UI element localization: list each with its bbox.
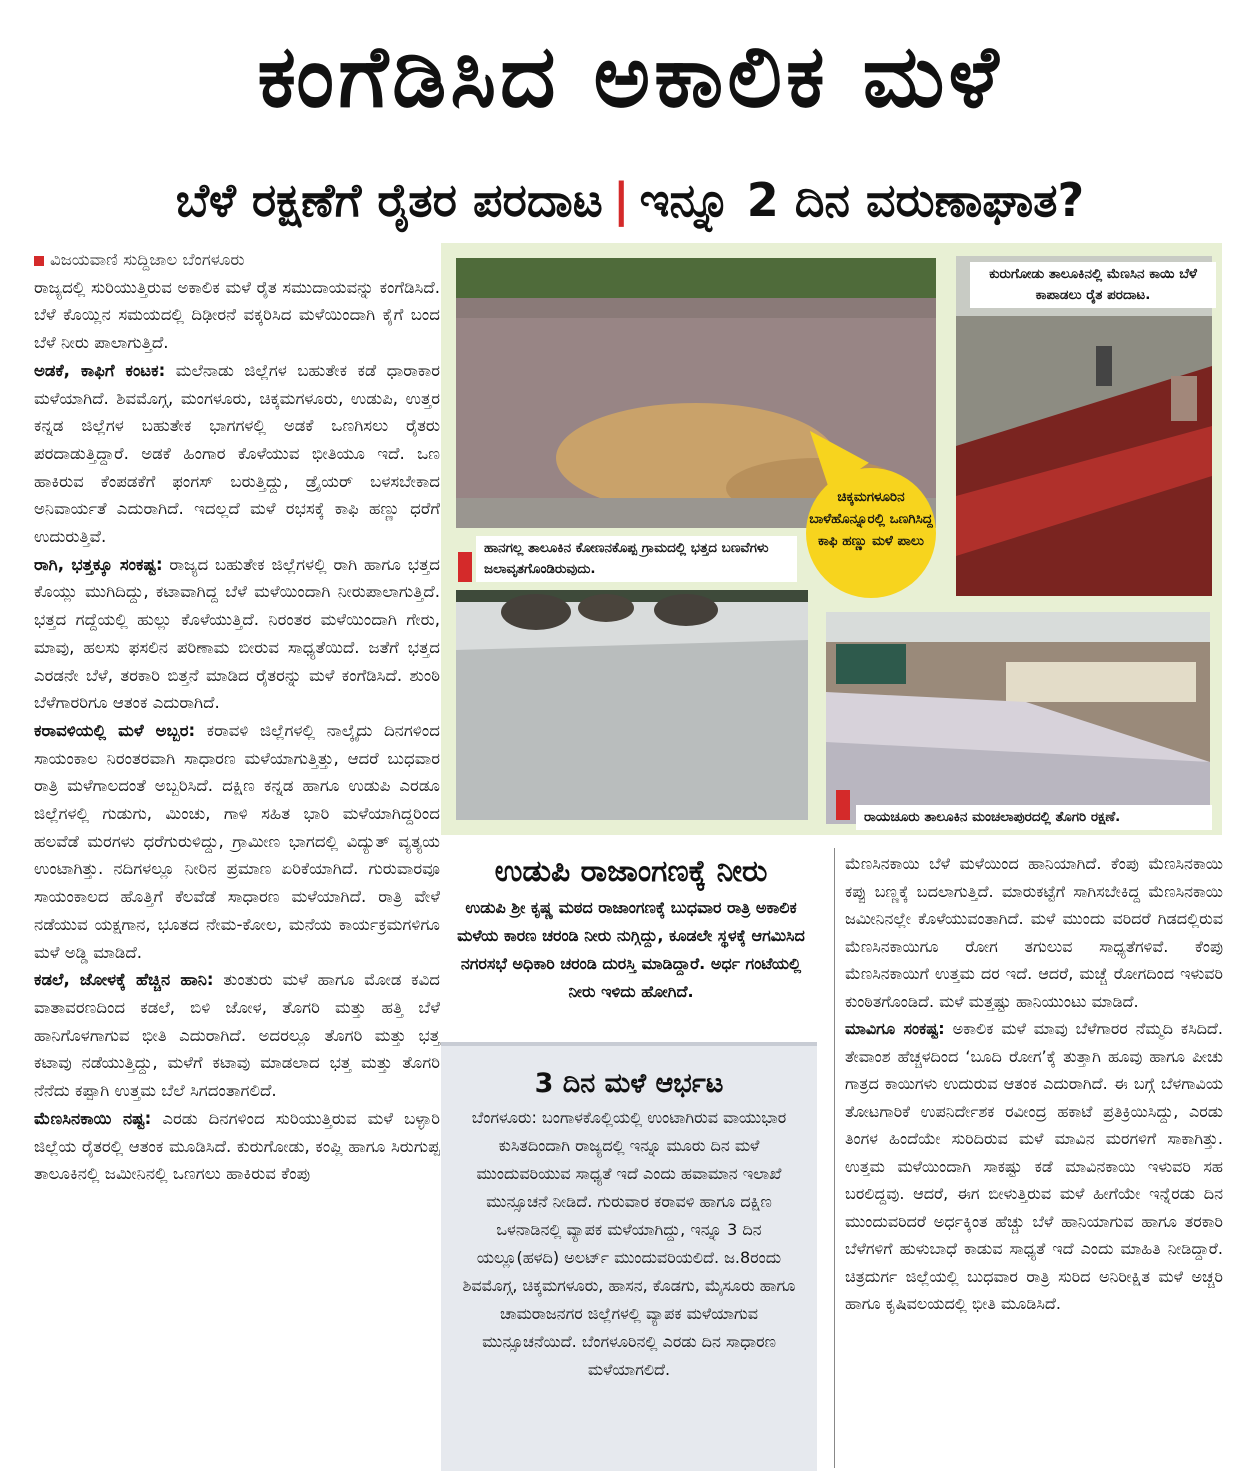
continuation-paragraph: ಮೆಣಸಿನಕಾಯಿ ಬೆಳೆ ಮಳೆಯಿಂದ ಹಾನಿಯಾಗಿದೆ. ಕೆಂಪು ಮೆಣಸಿನಕಾಯಿ ಕಪ್ಪು ಬಣ್ಣಕ್ಕೆ ಬದಲಾಗುತ್ತಿದೆ. ಮಾರುಕಟ್ಟೆಗೆ ಸಾಗಿಸಬೇಕಿದ್ದ ಮೆಣಸಿನಕಾಯಿ ಜಮೀನಿನಲ್ಲೇ ಕೊಳೆಯುವಂತಾಗಿದೆ. ಮಳೆ ಮುಂದು ವರಿದರೆ ಗಿಡದಲ್ಲಿರುವ ಮೆಣಸಿನಕಾಯಿಗೂ ರೋಗ ತಗುಲುವ ಸಾಧ್ಯತೆಗಳಿವೆ. ಕೆಂಪು ಮೆಣಸಿನಕಾಯಿಗೆ ಉತ್ತಮ ದರ ಇದೆ. ಆದರೆ, ಮಚ್ಚೆ ರೋಗದಿಂದ ಇಳುವರಿ ಕುಂಠಿತಗೊಂಡಿದೆ. ಮಳೆ ಮತ್ತಷ್ಟು ಹಾನಿಯುಂಟು ಮಾಡಿದೆ. xyxy=(845,854,1223,1011)
photo-toor-covered xyxy=(826,612,1210,824)
section-heading: ಮೆಣಸಿನಕಾಯಿ ನಷ್ಟ: xyxy=(34,1108,152,1128)
section-text: ಕರಾವಳಿ ಜಿಲ್ಲೆಗಳಲ್ಲಿ ನಾಲ್ಕೈದು ದಿನಗಳಿಂದ ಸಾಯಂಕಾಲ ನಿರಂತರವಾಗಿ ಸಾಧಾರಣ ಮಳೆಯಾಗುತ್ತಿತ್ತು, ಆದರೆ ಬುಧವಾರ ರಾತ್ರಿ ಮಳೆಗಾಲದಂತೆ ಅಬ್ಬರಿಸಿದೆ. ದಕ್ಷಿಣ ಕನ್ನಡ ಹಾಗೂ ಉಡುಪಿ ಎರಡೂ ಜಿಲ್ಲೆಗಳಲ್ಲಿ ಗುಡುಗು, ಮಿಂಚು, ಗಾಳಿ ಸಹಿತ ಭಾರಿ ಮಳೆಯಾಗಿದ್ದರಿಂದ ಹಲವೆಡೆ ಮರಗಳು ಧರೆಗುರುಳಿದ್ದು, ಗ್ರಾಮೀಣ ಭಾಗದಲ್ಲಿ ವಿದ್ಯುತ್ ವ್ಯತ್ಯಯ ಉಂಟಾಗಿತ್ತು. ನದಿಗಳಲ್ಲೂ ನೀರಿನ ಪ್ರಮಾಣ ಏರಿಕೆಯಾಗಿದೆ. ಗುರುವಾರವೂ ಸಾಯಂಕಾಲದ ಹೊತ್ತಿಗೆ ಕೆಲವೆಡೆ ಸಾಧಾರಣ ಮಳೆಯಾಗಿದೆ. ರಾತ್ರಿ ವೇಳೆ ನಡೆಯುವ ಯಕ್ಷಗಾನ, ಭೂತದ ನೇಮ-ಕೋಲ, ಮನೆಯ ಕಾರ್ಯಕ್ರಮಗಳಿಗೂ ಮಳೆ ಅಡ್ಡಿ ಮಾಡಿದೆ. xyxy=(34,720,441,962)
rain-forecast-box xyxy=(441,1042,817,1471)
rain-box-body: ಬೆಂಗಳೂರು: ಬಂಗಾಳಕೊಲ್ಲಿಯಲ್ಲಿ ಉಂಟಾಗಿರುವ ವಾಯುಭಾರ ಕುಸಿತದಿಂದಾಗಿ ರಾಜ್ಯದಲ್ಲಿ ಇನ್ನೂ ಮೂರು ದಿನ ಮಳೆ ಮುಂದುವರಿಯುವ ಸಾಧ್ಯತೆ ಇದೆ ಎಂದು ಹವಾಮಾನ ಇಲಾಖೆ ಮುನ್ಸೂಚನೆ ನೀಡಿದೆ. ಗುರುವಾರ ಕರಾವಳಿ ಹಾಗೂ ದಕ್ಷಿಣ ಒಳನಾಡಿನಲ್ಲಿ ವ್ಯಾಪಕ ಮಳೆಯಾಗಿದ್ದು, ಇನ್ನೂ 3 ದಿನ ಯಲ್ಲೂ(ಹಳದಿ) ಅಲರ್ಟ್ ಮುಂದುವರಿಯಲಿದೆ. ಜ.8ರಂದು ಶಿವಮೊಗ್ಗ, ಚಿಕ್ಕಮಗಳೂರು, ಹಾಸನ, ಕೊಡಗು, ಮೈಸೂರು ಹಾಗೂ ಚಾಮರಾಜನಗರ ಜಿಲ್ಲೆಗಳಲ್ಲಿ ವ್ಯಾಪಕ ಮಳೆಯಾಗುವ ಮುನ್ಸೂಚನೆಯಿದೆ. ಬೆಂಗಳೂರಿನಲ್ಲಿ ಎರಡು ದಿನ ಸಾಧಾರಣ ಮಳೆಯಾಗಲಿದೆ. xyxy=(462,1108,796,1379)
byline-text: ವಿಜಯವಾಣಿ ಸುದ್ದಿಜಾಲ ಬೆಂಗಳೂರು xyxy=(50,250,245,269)
subhead-left: ಬೆಳೆ ರಕ್ಷಣೆಗೆ ರೈತರ ಪರದಾಟ xyxy=(175,173,603,227)
caption-marker xyxy=(836,790,850,820)
byline-marker xyxy=(34,256,44,266)
caption-paddy: ಹಾನಗಲ್ಲ ತಾಲೂಕಿನ ಕೋಣನಕೊಪ್ಪ ಗ್ರಾಮದಲ್ಲಿ ಭತ್ತದ ಬಣವೆಗಳು ಜಲಾವೃತಗೊಂಡಿರುವುದು. xyxy=(476,536,797,582)
section-heading: ರಾಗಿ, ಭತ್ತಕ್ಕೂ ಸಂಕಷ್ಟ: xyxy=(34,554,163,574)
udupi-body: ಉಡುಪಿ ಶ್ರೀ ಕೃಷ್ಣ ಮಠದ ರಾಜಾಂಗಣಕ್ಕೆ ಬುಧವಾರ ರಾತ್ರಿ ಅಕಾಲಿಕ ಮಳೆಯ ಕಾರಣ ಚರಂಡಿ ನೀರು ನುಗ್ಗಿದ್ದು, ಕೂಡಲೇ ಸ್ಥಳಕ್ಕೆ ಆಗಮಿಸಿದ ನಗರಸಭೆ ಅಧಿಕಾರಿ ಚರಂಡಿ ದುರಸ್ತಿ ಮಾಡಿದ್ದಾರೆ. ಅರ್ಧ ಗಂಟೆಯಲ್ಲಿ ನೀರು ಇಳಿದು ಹೋಗಿದೆ. xyxy=(457,898,805,1001)
section-paragraph xyxy=(845,1015,1223,1318)
section-heading: ಮಾವಿಗೂ ಸಂಕಷ್ಟ: xyxy=(845,1019,945,1038)
top-strip xyxy=(0,0,1238,14)
section-heading: ಕಡಲೆ, ಜೋಳಕ್ಕೆ ಹೆಚ್ಚಿನ ಹಾನಿ: xyxy=(34,970,214,990)
section-text: ತುಂತುರು ಮಳೆ ಹಾಗೂ ಮೋಡ ಕವಿದ ವಾತಾವರಣದಿಂದ ಕಡಲೆ, ಬಿಳಿ ಜೋಳ, ತೊಗರಿ ಮತ್ತು ಹತ್ತಿ ಬೆಳೆ ಹಾನಿಗೊಳಗಾಗುವ ಭೀತಿ ಎದುರಾಗಿದೆ. ಅದರಲ್ಲೂ ತೊಗರಿ ಮತ್ತು ಭತ್ತ ಕಟಾವು ನಡೆಯುತ್ತಿದ್ದು, ಮಳೆಗೆ ಕಟಾವು ಮಾಡಲಾದ ಭತ್ತ ಮತ್ತು ತೊಗರಿ ನೆನೆದು ಕಪ್ಪಾಗಿ ಉತ್ತಮ ಬೆಲೆ ಸಿಗದಂತಾಗಲಿದೆ. xyxy=(34,970,440,1101)
column-divider xyxy=(834,848,835,1468)
section-text: ಮಲೆನಾಡು ಜಿಲ್ಲೆಗಳ ಬಹುತೇಕ ಕಡೆ ಧಾರಾಕಾರ ಮಳೆಯಾಗಿದೆ. ಶಿವಮೊಗ್ಗ, ಮಂಗಳೂರು, ಚಿಕ್ಕಮಗಳೂರು, ಉಡುಪಿ, ಉತ್ತರ ಕನ್ನಡ ಜಿಲ್ಲೆಗಳ ಬಹುತೇಕ ಭಾಗಗಳಲ್ಲಿ ಅಡಕೆ ಒಣಗಿಸಲು ರೈತರು ಪರದಾಡುತ್ತಿದ್ದಾರೆ. ಅಡಕೆ ಹಿಂಗಾರ ಕೊಳೆಯುವ ಭೀತಿಯೂ ಇದೆ. ಒಣ ಹಾಕಿರುವ ಕೆಂಪಡಕೆಗೆ ಫಂಗಸ್ ಬರುತ್ತಿದ್ದು, ಡ್ರೈಯರ್ ಬಳಸಬೇಕಾದ ಅನಿವಾರ್ಯತೆ ಎದುರಾಗಿದೆ. ಇದಲ್ಲದೆ ಮಳೆ ರಭಸಕ್ಕೆ ಕಾಫಿ ಹಣ್ಣು ಧರೆಗೆ ಉದುರುತ್ತಿವೆ. xyxy=(34,360,440,547)
section-paragraph xyxy=(34,551,440,717)
section-text: ರಾಜ್ಯದ ಬಹುತೇಕ ಜಿಲ್ಲೆಗಳಲ್ಲಿ ರಾಗಿ ಹಾಗೂ ಭತ್ತದ ಕೊಯ್ಲು ಮುಗಿದಿದ್ದು, ಕಟಾವಾಗಿದ್ದ ಬೆಳೆ ಮಳೆಯಿಂದಾಗಿ ನೀರುಪಾಲಾಗುತ್ತಿದೆ. ಭತ್ತದ ಗದ್ದೆಯಲ್ಲಿ ಹುಲ್ಲು ಕೊಳೆಯುತ್ತಿದೆ. ನಿರಂತರ ಮಳೆಯಿಂದಾಗಿ ಗೇರು, ಮಾವು, ಹಲಸು ಫಸಲಿನ ಪರಿಣಾಮ ಬೀರುವ ಸಾಧ್ಯತೆಯಿದೆ. ಜತೆಗೆ ಭತ್ತದ ಎರಡನೇ ಬೆಳೆ, ತರಕಾರಿ ಬಿತ್ತನೆ ಮಾಡಿದ ರೈತರನ್ನು ಮಳೆ ಕಂಗೆಡಿಸಿದೆ. ಶುಂಠಿ ಬೆಳೆಗಾರರಿಗೂ ಆತಂಕ ಎದುರಾಗಿದೆ. xyxy=(34,554,441,713)
section-paragraph xyxy=(34,966,440,1105)
column-left xyxy=(34,246,440,1188)
section-paragraph xyxy=(34,717,440,966)
section-heading: ಅಡಕೆ, ಕಾಫಿಗೆ ಕಂಟಕ: xyxy=(34,360,166,380)
headline: ಕಂಗೆಡಿಸಿದ ಅಕಾಲಿಕ ಮಳೆ xyxy=(257,27,1003,127)
photo-paddy-stacks xyxy=(456,590,808,820)
section-text: ಎರಡು ದಿನಗಳಿಂದ ಸುರಿಯುತ್ತಿರುವ ಮಳೆ ಬಳ್ಳಾರಿ ಜಿಲ್ಲೆಯ ರೈತರಲ್ಲಿ ಆತಂಕ ಮೂಡಿಸಿದೆ. ಕುರುಗೋಡು, ಕಂಪ್ಲಿ ಹಾಗೂ ಸಿರುಗುಪ್ಪ ತಾಲೂಕಿನಲ್ಲಿ ಜಮೀನಿನಲ್ಲಿ ಒಣಗಲು ಹಾಕಿರುವ ಕೆಂಪು xyxy=(34,1108,440,1184)
section-paragraph xyxy=(34,357,440,551)
subheadline xyxy=(40,165,1220,235)
intro-paragraph: ರಾಜ್ಯದಲ್ಲಿ ಸುರಿಯುತ್ತಿರುವ ಅಕಾಲಿಕ ಮಳೆ ರೈತ ಸಮುದಾಯವನ್ನು ಕಂಗೆಡಿಸಿದೆ. ಬೆಳೆ ಕೊಯ್ಲಿನ ಸಮಯದಲ್ಲಿ ದಿಢೀರನೆ ವಕ್ಕರಿಸಿದ ಮಳೆಯಿಂದಾಗಿ ಕೈಗೆ ಬಂದ ಬೆಳೆ ನೀರು ಪಾಲಾಗುತ್ತಿದೆ. xyxy=(34,277,440,353)
udupi-title: ಉಡುಪಿ ರಾಜಾಂಗಣಕ್ಕೆ ನೀರು xyxy=(494,854,768,889)
section-text: ಅಕಾಲಿಕ ಮಳೆ ಮಾವು ಬೆಳೆಗಾರರ ನೆಮ್ಮದಿ ಕಸಿದಿದೆ. ತೇವಾಂಶ ಹೆಚ್ಚಳದಿಂದ ‘ಬೂದಿ ರೋಗ’ಕ್ಕೆ ತುತ್ತಾಗಿ ಹೂವು ಹಾಗೂ ಪೀಚು ಗಾತ್ರದ ಕಾಯಿಗಳು ಉದುರುವ ಆತಂಕ ಎದುರಾಗಿದೆ. ಈ ಬಗ್ಗೆ ಬೆಳಗಾವಿಯ ತೋಟಗಾರಿಕೆ ಉಪನಿರ್ದೇಶಕ ರವೀಂದ್ರ ಹಕಾಟೆ ಪ್ರತಿಕ್ರಿಯಿಸಿದ್ದು, ಎರಡು ತಿಂಗಳ ಹಿಂದೆಯೇ ಸುರಿದಿರುವ ಮಳೆ ಮಾವಿನ ಮರಗಳಿಗೆ ಸಾಕಾಗಿತ್ತು. ಉತ್ತಮ ಮಳೆಯಿಂದಾಗಿ ಸಾಕಷ್ಟು ಕಡೆ ಮಾವಿನಕಾಯಿ ಇಳುವರಿ ಸಹ ಬರಲಿದ್ದವು. ಆದರೆ, ಈಗ ಬೀಳುತ್ತಿರುವ ಮಳೆ ಹೀಗೆಯೇ ಇನ್ನೆರಡು ದಿನ ಮುಂದುವರಿದರೆ ಅರ್ಧಕ್ಕಿಂತ ಹೆಚ್ಚು ಬೆಳೆ ಹಾನಿಯಾಗುವ ಹಾಗೂ ತರಕಾರಿ ಬೆಳೆಗಳಿಗೆ ಹುಳುಬಾಧೆ ಕಾಡುವ ಸಾಧ್ಯತೆ ಇದೆ ಎಂದು ಮಾಹಿತಿ ನೀಡಿದ್ದಾರೆ. ಚಿತ್ರದುರ್ಗ ಜಿಲ್ಲೆಯಲ್ಲಿ ಬುಧವಾರ ರಾತ್ರಿ ಸುರಿದ ಅನಿರೀಕ್ಷಿತ ಮಳೆ ಅಚ್ಚರಿ ಹಾಗೂ ಕೃಷಿವಲಯದಲ್ಲಿ ಭೀತಿ ಮೂಡಿಸಿದೆ. xyxy=(845,1019,1223,1313)
column-right xyxy=(845,850,1223,1318)
subhead-separator: | xyxy=(612,173,630,227)
caption-toor: ರಾಯಚೂರು ತಾಲೂಕಿನ ಮಂಚಲಾಪುರದಲ್ಲಿ ತೊಗರಿ ರಕ್ಷಣೆ. xyxy=(856,805,1212,830)
rain-box-title: 3 ದಿನ ಮಳೆ ಆರ್ಭಟ xyxy=(534,1068,724,1099)
caption-chilli: ಕುರುಗೋಡು ತಾಲೂಕಿನಲ್ಲಿ ಮೆಣಸಿನ ಕಾಯಿ ಬೆಳೆ ಕಾಪಾಡಲು ರೈತ ಪರದಾಟ. xyxy=(970,262,1216,308)
caption-coffee-bubble: ಚಿಕ್ಕಮಗಳೂರಿನ ಬಾಳೆಹೊನ್ನೂರಲ್ಲಿ ಒಣಗಿಸಿದ್ದ ಕಾಫಿ ಹಣ್ಣು ಮಳೆ ಪಾಲು xyxy=(806,468,936,598)
section-heading: ಕರಾವಳಿಯಲ್ಲಿ ಮಳೆ ಅಬ್ಬರ: xyxy=(34,720,196,740)
caption-marker xyxy=(458,552,472,582)
byline xyxy=(34,246,440,274)
section-paragraph xyxy=(34,1105,440,1188)
subhead-right: ಇನ್ನೂ 2 ದಿನ ವರುಣಾಘಾತ? xyxy=(639,173,1085,227)
udupi-box xyxy=(446,850,816,1006)
